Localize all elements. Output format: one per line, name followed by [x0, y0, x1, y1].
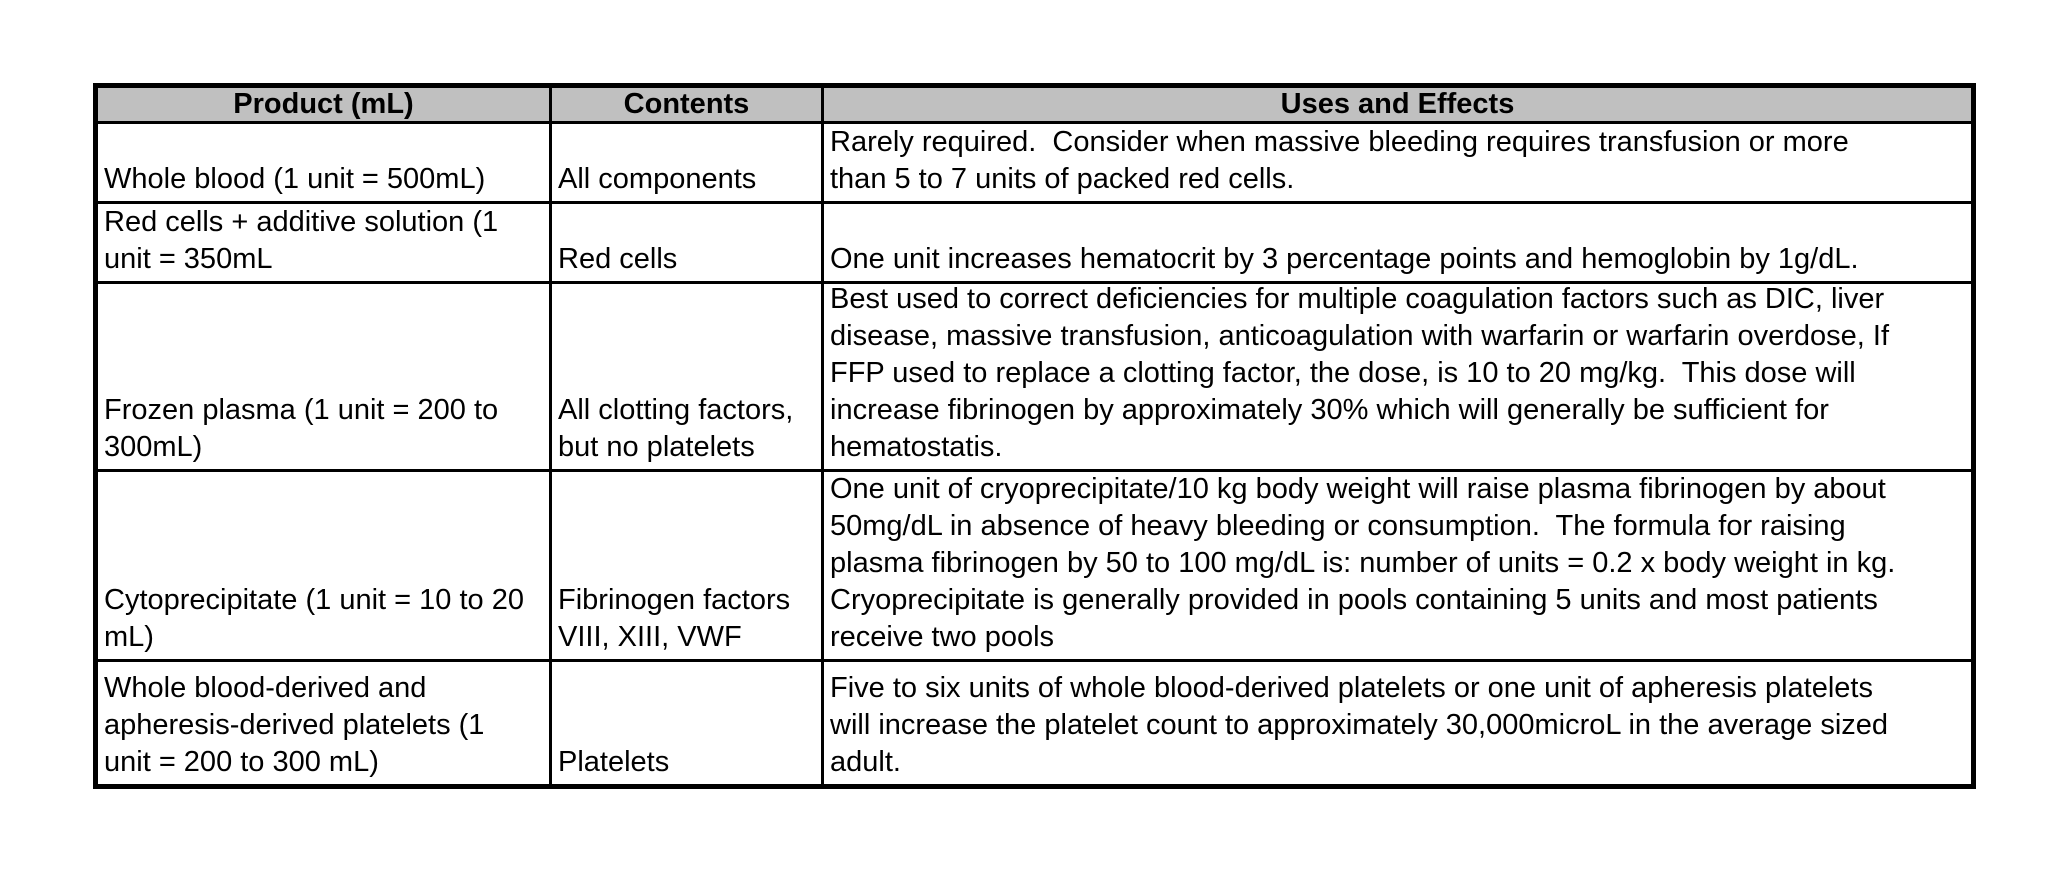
product-cell-frozen-plasma: [98, 284, 549, 469]
header-uses-effects: [824, 88, 1971, 121]
cell-text: Best used to correct deficiencies for multiple coagulation factors such as DIC, liver disease, massive transfusion, anticoagulation with warfarin or warfarin overdose, If FFP used to replace a clotting factor, the dose, is 10 to 20 mg/kg. This dose will increase fibrinogen by approximately 30% which will generally be sufficient for hematostatis.: [830, 284, 1898, 463]
blood-products-table: [93, 83, 1976, 789]
uses-cell-whole-blood: [824, 124, 1971, 201]
contents-cell-cytoprecipitate: [552, 472, 821, 659]
cell-text: Whole blood (1 unit = 500mL): [104, 163, 486, 195]
header-contents: [552, 88, 821, 121]
uses-cell-frozen-plasma: [824, 284, 1971, 469]
header-product-label: Product (mL): [233, 88, 414, 120]
cell-text: All components: [558, 163, 757, 195]
header-contents-label: Contents: [623, 88, 750, 120]
cell-text: Fibrinogen factors VIII, XIII, VWF: [558, 584, 799, 653]
header-product: [98, 88, 549, 121]
contents-cell-frozen-plasma: [552, 284, 821, 469]
cell-text: All clotting factors, but no platelets: [558, 394, 802, 463]
cell-text: Platelets: [558, 746, 670, 778]
contents-cell-red-cells: [552, 204, 821, 281]
cell-text: Cytoprecipitate (1 unit = 10 to 20 mL): [104, 584, 533, 653]
cell-text: Whole blood-derived and apheresis-derived platelets (1 unit = 200 to 300 mL): [104, 672, 493, 778]
product-cell-red-cells: [98, 204, 549, 281]
contents-cell-platelets: [552, 662, 821, 784]
product-cell-platelets: [98, 662, 549, 784]
uses-cell-platelets: [824, 662, 1971, 784]
cell-text: Red cells: [558, 243, 678, 275]
uses-cell-red-cells: [824, 204, 1971, 281]
product-cell-whole-blood: [98, 124, 549, 201]
cell-text: One unit increases hematocrit by 3 percentage points and hemoglobin by 1g/dL.: [830, 243, 1859, 275]
cell-text: Five to six units of whole blood-derived platelets or one unit of apheresis platelets will increase the platelet count to approximately 30,000microL in the average sized adult.: [830, 672, 1897, 778]
cell-text: Red cells + additive solution (1 unit = 350mL: [104, 206, 507, 275]
header-uses-effects-label: Uses and Effects: [1280, 88, 1515, 120]
cell-text: One unit of cryoprecipitate/10 kg body weight will raise plasma fibrinogen by about 50mg/dL in absence of heavy bleeding or consumption. The formula for raising plasma fibrinogen by 50 to 100 mg/dL is: number of units = 0.2 x body weight in kg. Cryoprecipitate is generally provided in pools containing 5 units and most patients receive two pools: [830, 473, 1904, 653]
uses-cell-cytoprecipitate: [824, 472, 1971, 659]
cell-text: Rarely required. Consider when massive bleeding requires transfusion or more than 5 to 7 units of packed red cells.: [830, 126, 1857, 195]
cell-text: Frozen plasma (1 unit = 200 to 300mL): [104, 394, 507, 463]
product-cell-cytoprecipitate: [98, 472, 549, 659]
contents-cell-whole-blood: [552, 124, 821, 201]
